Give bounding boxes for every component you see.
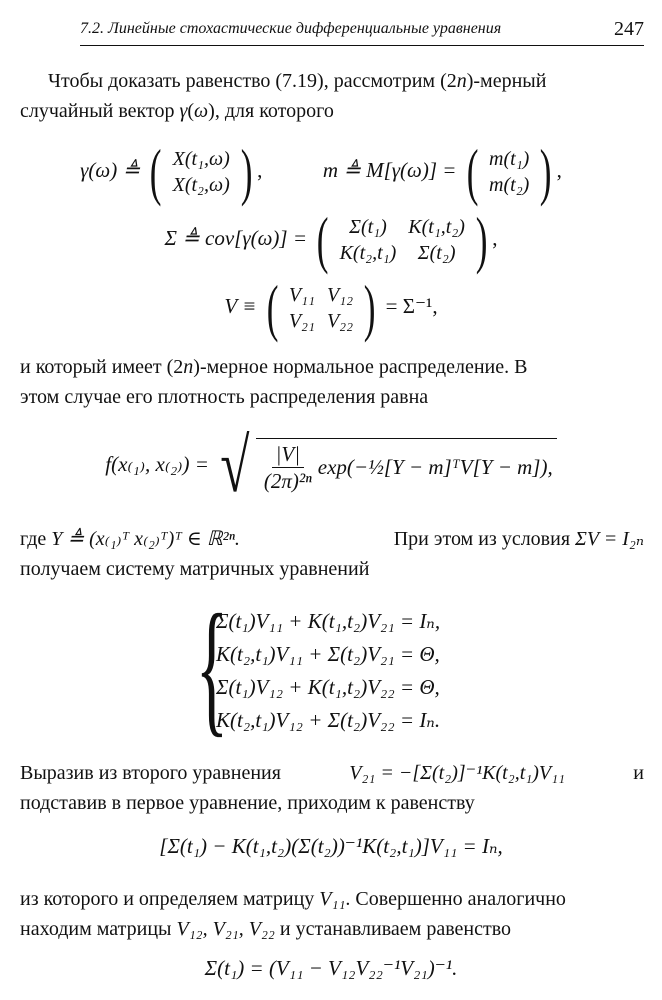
m-vector: ( m(t₁) m(t₂) ): [466, 136, 552, 207]
matrix-cell: X(t₂,ω): [172, 174, 230, 196]
matrix-cell: X(t₁,ω): [172, 148, 230, 170]
paragraph-3: [20, 524, 644, 584]
matrix-cell: Σ(t₁): [349, 216, 387, 238]
y-def: Y ≜ (x₍₁₎ᵀ x₍₂₎ᵀ)ᵀ ∈ ℝ²ⁿ.: [51, 528, 240, 550]
text-span: и который имеет (2: [20, 356, 184, 378]
gamma-def-lhs: γ(ω) ≜: [80, 157, 141, 182]
equation-density: [0, 424, 662, 508]
equation-sigma: Σ ≜ cov[γ(ω)] = ( Σ(t₁) K(t₁,t₂) K(t₂,t₁) Σ(t₂) ) ,: [164, 204, 498, 275]
paragraph-5: [20, 884, 644, 944]
text-span: Чтобы доказать равенство (7.19), рассмотрим (2: [48, 70, 457, 92]
text-span: и: [633, 762, 644, 784]
text-span: . Совершенно аналогично: [345, 888, 566, 910]
other-matrices: V₁₂, V₂₁, V₂₂: [176, 918, 275, 940]
final-eq: Σ(t₁) = (V₁₁ − V₁₂V₂₂⁻¹V₂₁)⁻¹.: [204, 956, 458, 980]
header-rule: [80, 45, 644, 46]
equation-v11: [0, 834, 662, 859]
text-span: где: [20, 528, 47, 550]
matrix-cell: m(t₁): [489, 148, 530, 170]
system-row: Σ(t₁)V₁₁ + K(t₁,t₂)V₂₁ = Iₙ,: [216, 609, 441, 633]
text-span: )-мерный: [466, 70, 547, 92]
density-lhs: f(x₍₁₎, x₍₂₎) =: [105, 451, 209, 476]
text-span: из которого и определяем матрицу: [20, 888, 315, 910]
v11-eq: [Σ(t₁) − K(t₁,t₂)(Σ(t₂))⁻¹K(t₂,t₁)]V₁₁ = Iₙ,: [159, 834, 503, 858]
paragraph-4: [20, 758, 644, 818]
equation-system: [188, 584, 441, 750]
text-span: При этом из условия: [393, 528, 571, 550]
page-number: 247: [614, 18, 644, 40]
v11-symbol: V₁₁: [319, 888, 346, 910]
text-span: Выразив из второго уравнения: [20, 762, 281, 784]
section-title: 7.2. Линейные стохастические дифференциальные уравнения: [80, 20, 502, 37]
equation-final: [0, 956, 662, 981]
paragraph-2: и который имеет (2n)-мерное нормальное распределение. В этом случае его плотность распределения равна: [20, 352, 644, 412]
running-header: [80, 18, 644, 44]
density-fraction: [260, 441, 316, 494]
text-span: и устанавливаем равенство: [279, 918, 512, 940]
fraction-denominator: (2π)²ⁿ: [263, 469, 312, 493]
paragraph-1: Чтобы доказать равенство (7.19), рассмотрим (2n)-мерный случайный вектор γ(ω), для которого: [20, 70, 547, 122]
equation-gamma-m: γ(ω) ≜ ( X(t₁,ω) X(t₂,ω) ) , m ≜ M[γ(ω)] = ( m(t₁) m(t₂) ) ,: [80, 136, 562, 207]
text-span: подставив в первое уравнение, приходим к равенству: [20, 792, 475, 814]
gamma-vector: ( X(t₁,ω) X(t₂,ω) ): [150, 136, 253, 207]
matrix-cell: V₁₂: [326, 284, 354, 306]
text-span: )-мерное нормальное распределение. В: [193, 356, 528, 378]
v21-expr: V₂₁ = −[Σ(t₂)]⁻¹K(t₂,t₁)V₁₁: [349, 762, 565, 784]
fraction-numerator: |V|: [272, 441, 304, 468]
matrix-cell: Σ(t₂): [417, 242, 456, 264]
matrix-cell: V₂₂: [326, 310, 354, 332]
text-span: , для которого: [214, 100, 334, 122]
left-brace: {: [195, 584, 229, 750]
matrix-cell: m(t₂): [489, 174, 530, 196]
system-row: Σ(t₁)V₁₂ + K(t₁,t₂)V₂₂ = Θ,: [216, 675, 440, 699]
v-def-lhs: V ≡: [224, 293, 257, 318]
cond-eq: ΣV = I₂ₙ: [575, 528, 644, 550]
text-span: этом случае его плотность распределения равна: [20, 386, 429, 408]
matrix-cell: V₁₁: [288, 284, 315, 306]
system-row: K(t₂,t₁)V₁₁ + Σ(t₂)V₂₁ = Θ,: [216, 642, 440, 666]
matrix-cell: K(t₁,t₂): [408, 216, 465, 238]
sigma-matrix: ( Σ(t₁) K(t₁,t₂) K(t₂,t₁) Σ(t₂) ): [317, 204, 488, 275]
text-span: случайный вектор: [20, 100, 180, 122]
equation-v: [0, 272, 662, 343]
sqrt-sign: √ $\frac{|V|}{\text{(2π)²ⁿ}}$ exp(−½[Y − m]ᵀV[Y − m]),: [214, 428, 557, 504]
matrix-cell: V₂₁: [288, 310, 315, 332]
v-matrix: ( V₁₁ V₁₂ V₂₁ V₂₂ ): [266, 272, 376, 343]
text-span: находим матрицы: [20, 918, 172, 940]
system-row: K(t₂,t₁)V₁₂ + Σ(t₂)V₂₂ = Iₙ.: [216, 708, 441, 732]
density-exp: exp(−½[Y − m]ᵀV[Y − m]),: [317, 455, 553, 479]
m-def-lhs: m ≜ M[γ(ω)] =: [322, 157, 457, 182]
text-span: получаем систему матричных уравнений: [20, 558, 370, 580]
v-def-rhs: = Σ⁻¹,: [385, 293, 438, 318]
sigma-def-lhs: Σ ≜ cov[γ(ω)] =: [164, 225, 308, 250]
matrix-cell: K(t₂,t₁): [339, 242, 397, 264]
